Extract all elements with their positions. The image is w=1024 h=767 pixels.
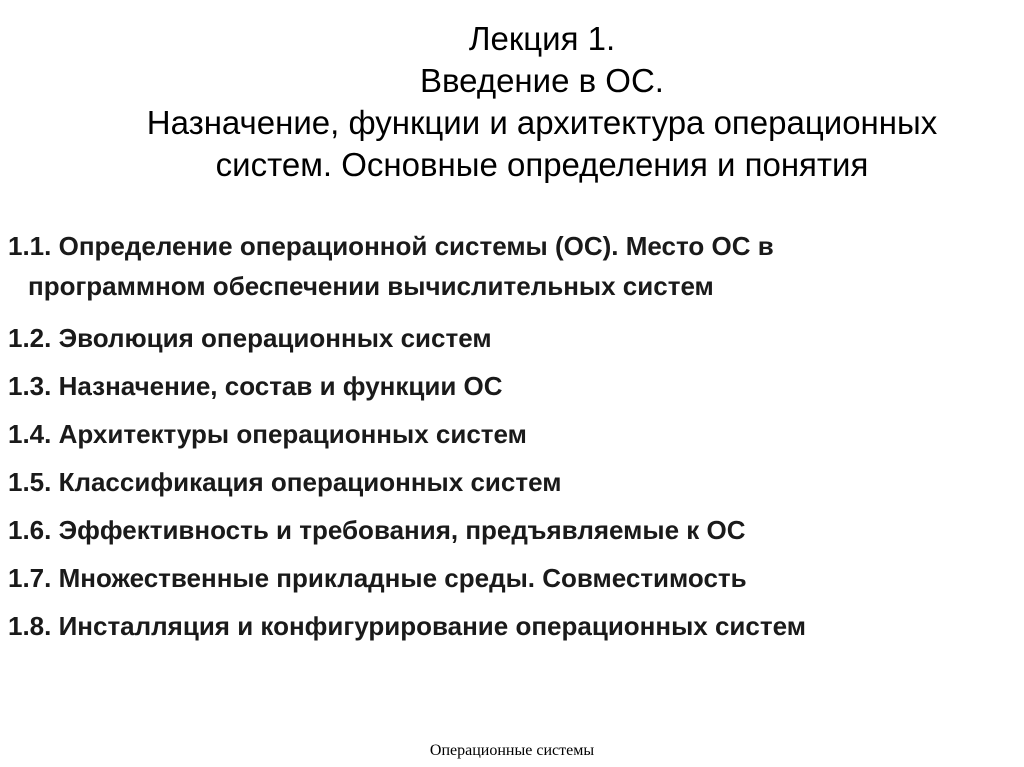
title-line-topic: Назначение, функции и архитектура операционных	[146, 104, 938, 141]
slide-footer: Операционные системы	[429, 742, 595, 759]
title-line-topic-cont: систем. Основные определения и понятия	[215, 146, 869, 183]
toc-item: 1.7. Множественные прикладные среды. Совместимость	[8, 563, 747, 593]
toc-item: 1.5. Классификация операционных систем	[8, 467, 562, 497]
slide-title	[60, 18, 1024, 186]
toc-item: 1.6. Эффективность и требования, предъявляемые к ОС	[8, 515, 746, 545]
toc-item-text: 1.1. Определение операционной системы (ОС). Место ОС в	[8, 231, 774, 261]
toc-item: 1.3. Назначение, состав и функции ОС	[8, 371, 503, 401]
table-of-contents	[8, 226, 1008, 650]
title-line-lecture: Лекция 1.	[468, 20, 616, 57]
toc-item	[8, 226, 1008, 306]
toc-item: 1.4. Архитектуры операционных систем	[8, 419, 527, 449]
toc-item-text-continuation: программном обеспечении вычислительных систем	[28, 271, 714, 301]
toc-item: 1.2. Эволюция операционных систем	[8, 323, 492, 353]
toc-item: 1.8. Инсталляция и конфигурирование операционных систем	[8, 611, 806, 641]
title-line-intro: Введение в ОС.	[420, 62, 664, 99]
